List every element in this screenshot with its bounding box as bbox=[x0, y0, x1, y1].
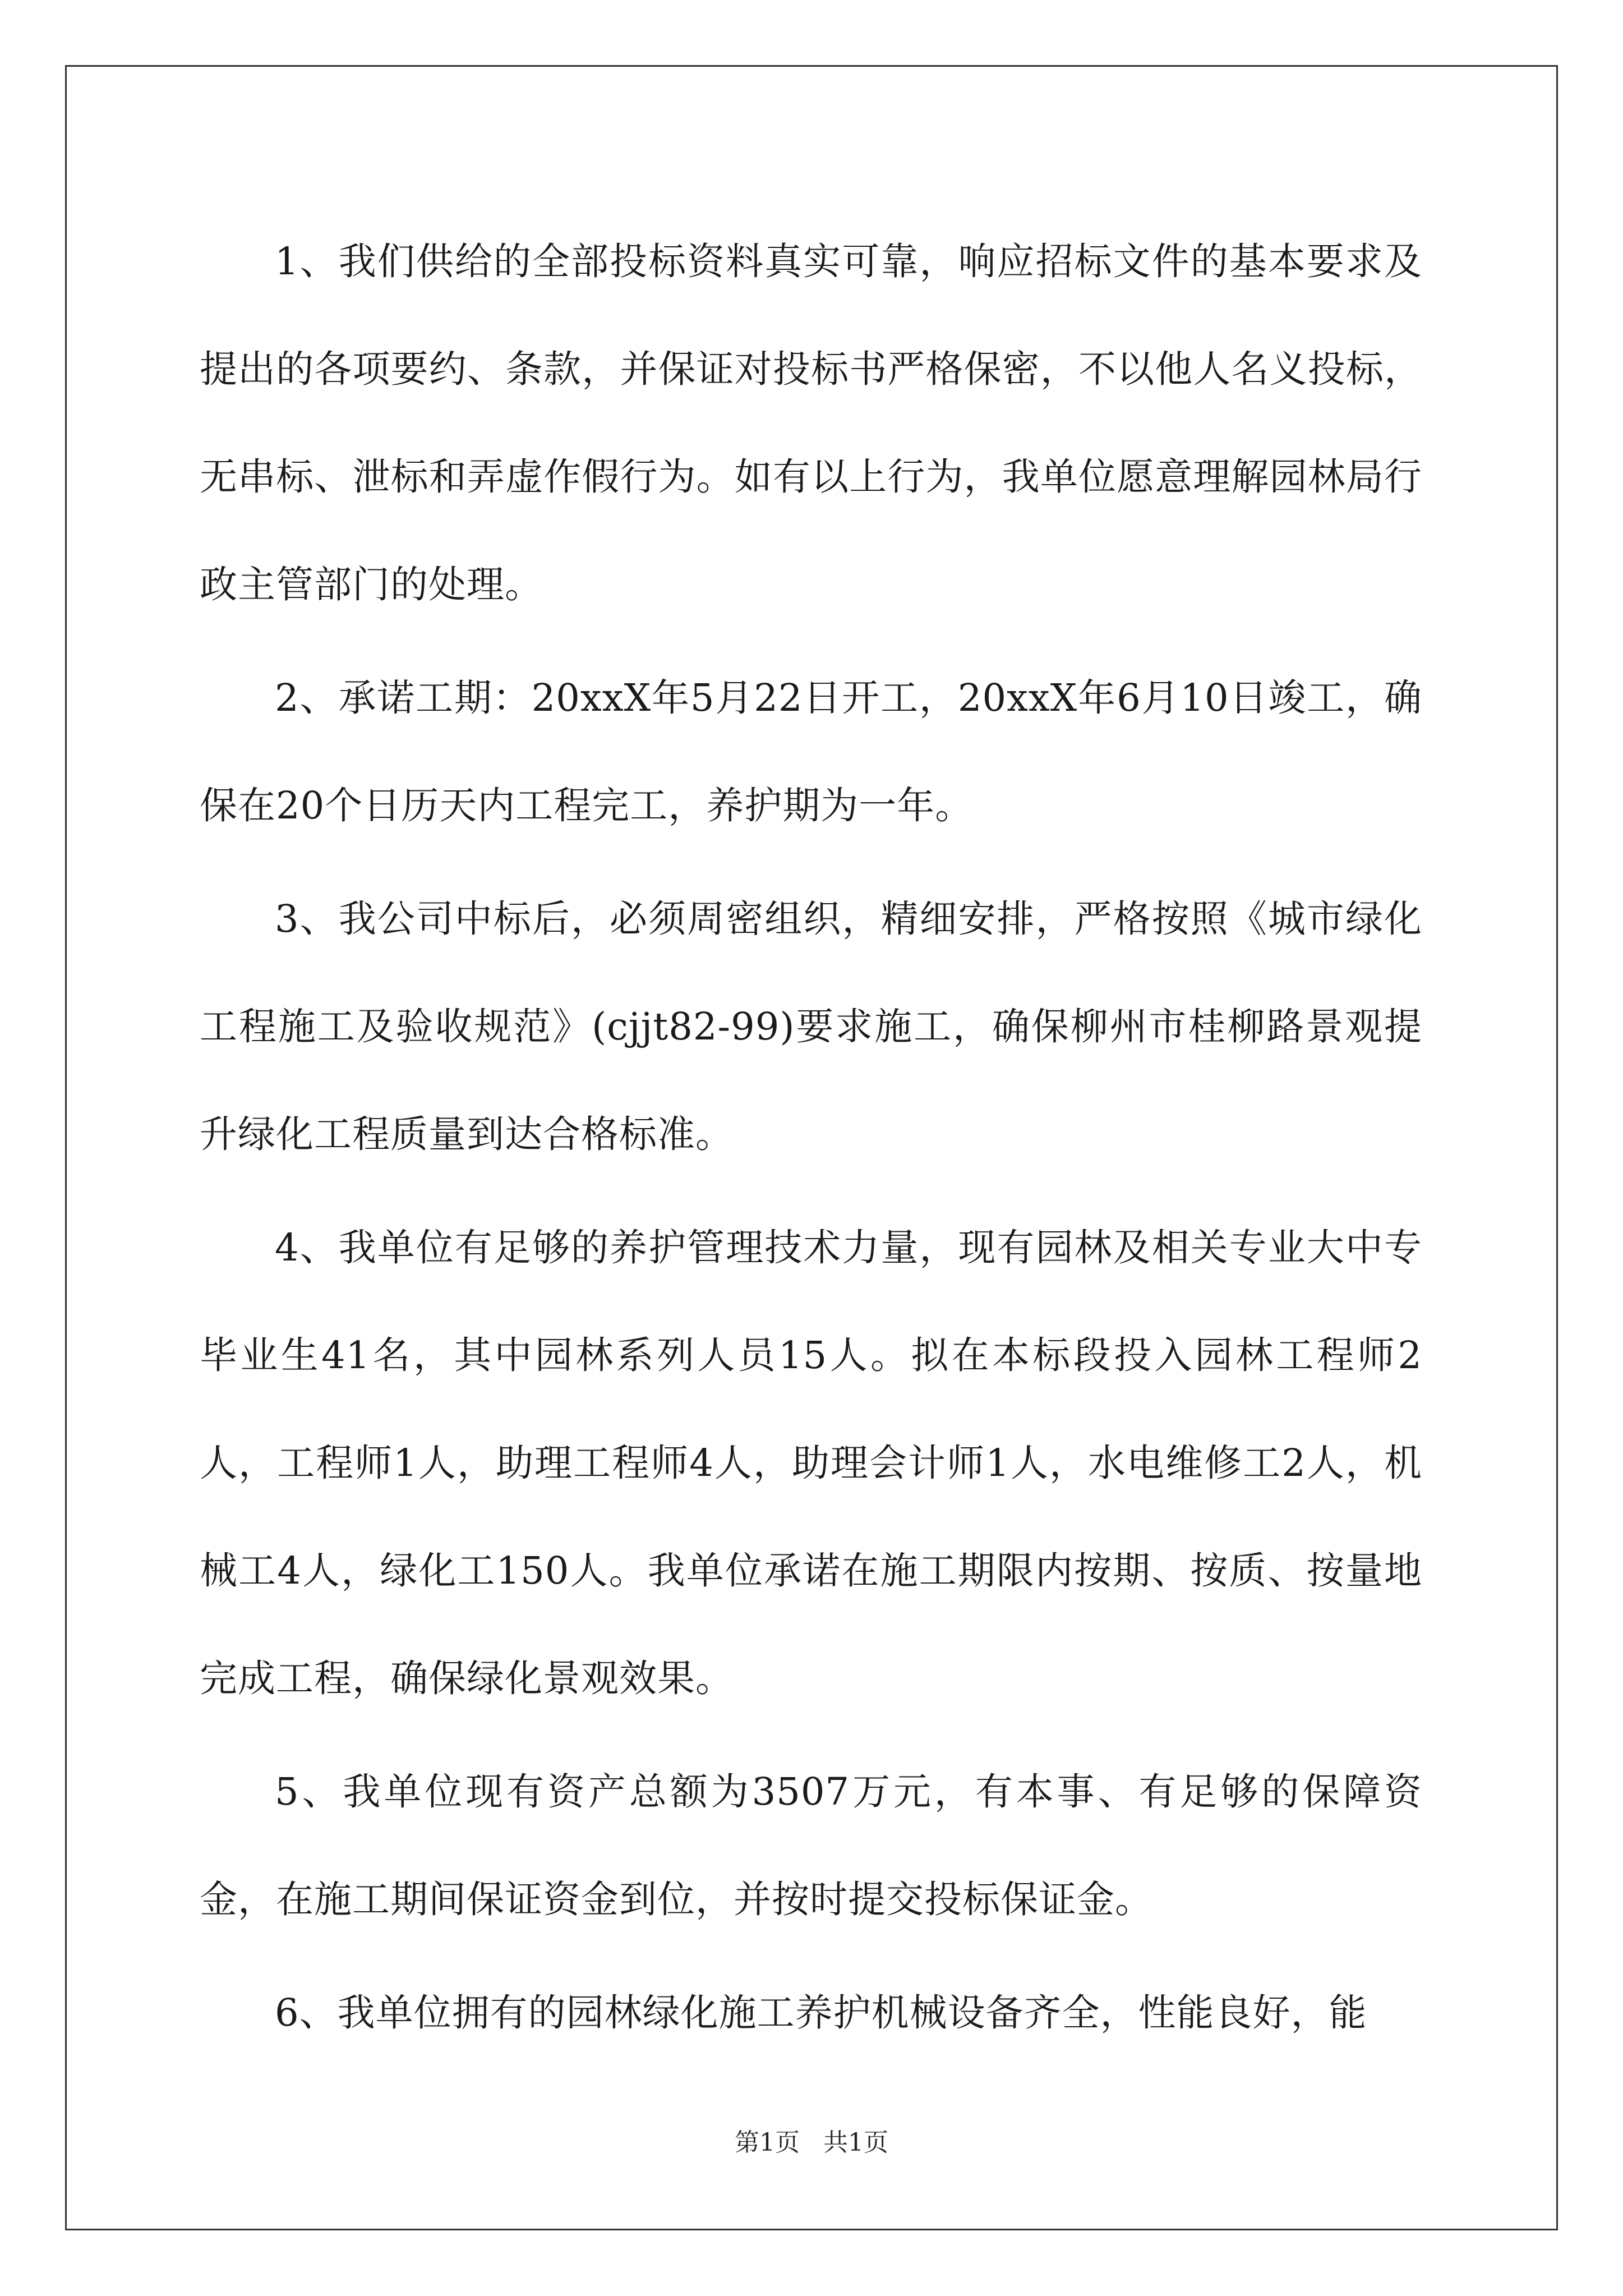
page-number: 第1页 bbox=[735, 2128, 800, 2157]
page-footer bbox=[0, 2126, 1623, 2160]
paragraph-6: 6、我单位拥有的园林绿化施工养护机械设备齐全，性能良好，能 bbox=[275, 1991, 1367, 2035]
paragraph-2: 2、承诺工期：20xxX年5月22日开工，20xxX年6月10日竣工，确保在20个日历天内工程完工，养护期为一年。 bbox=[200, 676, 1422, 827]
page-total: 共1页 bbox=[823, 2128, 888, 2157]
paragraph-4: 4、我单位有足够的养护管理技术力量，现有园林及相关专业大中专毕业生41名，其中园林系列人员15人。拟在本标段投入园林工程师2人，工程师1人，助理工程师4人，助理会计师1人，水电维修工2人，机械工4人，绿化工150人。我单位承诺在施工期限内按期、按质、按量地完成工程，确保绿化景观效果。 bbox=[200, 1226, 1422, 1700]
paragraph-1: 1、我们供给的全部投标资料真实可靠，响应招标文件的基本要求及提出的各项要约、条款，并保证对投标书严格保密，不以他人名义投标，无串标、泄标和弄虚作假行为。如有以上行为，我单位愿意理解园林局行政主管部门的处理。 bbox=[200, 240, 1422, 606]
paragraph-3: 3、我公司中标后，必须周密组织，精细安排，严格按照《城市绿化工程施工及验收规范》(cjjt82-99)要求施工，确保柳州市桂柳路景观提升绿化工程质量到达合格标准。 bbox=[200, 897, 1422, 1156]
document-body bbox=[200, 208, 1422, 2072]
paragraph-5: 5、我单位现有资产总额为3507万元，有本事、有足够的保障资金，在施工期间保证资金到位，并按时提交投标保证金。 bbox=[200, 1770, 1422, 1921]
